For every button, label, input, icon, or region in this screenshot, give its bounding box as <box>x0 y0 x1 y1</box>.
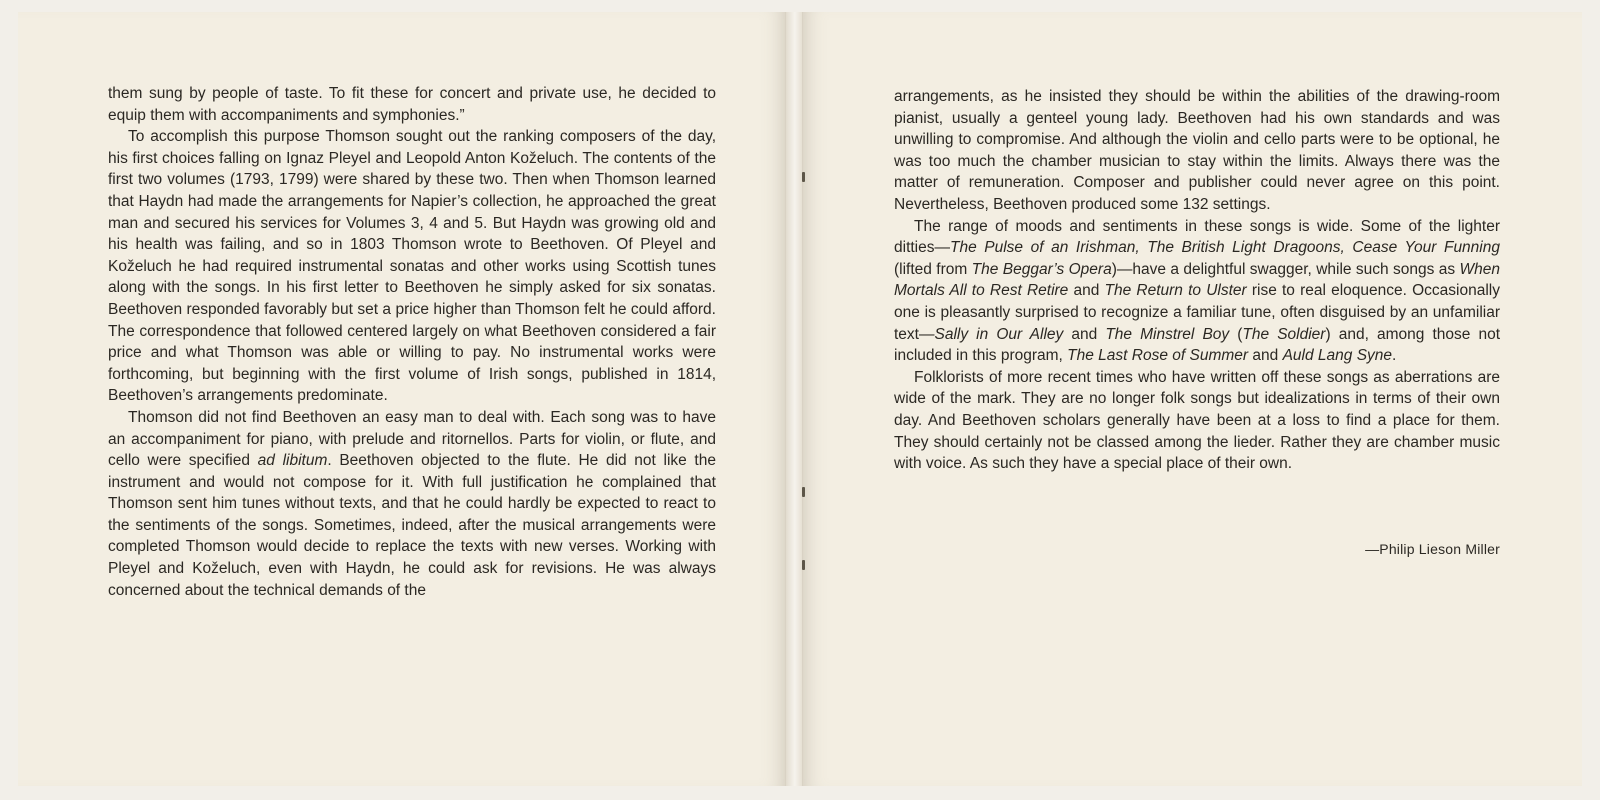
staple-mark <box>802 172 805 182</box>
body-paragraph <box>108 407 716 601</box>
text-run: them sung by people of taste. To fit these for concert and private use, he decided to equip them with accompaniments and symphonies.” <box>108 85 716 124</box>
italic-title: The Soldier <box>1242 325 1326 343</box>
body-paragraph <box>108 126 716 407</box>
text-run: and <box>1063 325 1106 343</box>
text-run: rise to real eloquence. Occasionally one is pleasantly surprised to recognize a familiar tune, often disguised by an unfamiliar text— <box>894 282 1500 343</box>
text-run: Thomson did not find Beethoven an easy man to deal with. Each song was to have an accompaniment for piano, with prelude and ritornellos. Parts for violin, or flute, and cello were specified <box>108 408 716 470</box>
text-run: To accomplish this purpose Thomson sought out the ranking composers of the day, his first choices falling on Ignaz Pleyel and Leopold Anton Koželuch. The contents of the first two volumes (1793, 1799) were shared by these two. Then when Thomson learned that Haydn had made the arrangements for Napier’s collection, he approached the great man and secured his services for Volumes 3, 4 and 5. But Haydn was growing old and his health was failing, and so in 1803 Thomson wrote to Beethoven. Of Pleyel and Koželuch he had required instrumental sonatas and other works using Scottish tunes along with the songs. In his first letter to Beethoven he simply asked for six sonatas. Beethoven responded favorably but set a price higher than Thomson felt he could afford. The correspondence that followed centered largely on what Beethoven considered a fair price and what Thomson was able or willing to pay. No instrumental works were forthcoming, but beginning with the first volume of Irish songs, published in 1814, Beethoven’s arrangements predominate. <box>108 128 716 405</box>
text-run: . <box>1392 347 1397 365</box>
italic-title: Auld Lang Syne <box>1282 347 1393 365</box>
body-paragraph <box>108 83 716 126</box>
italic-title: Sally in Our Alley <box>934 325 1064 343</box>
book-gutter <box>786 12 802 786</box>
staple-mark <box>802 560 805 570</box>
text-run: ) and, among those not included in this program, <box>894 325 1500 365</box>
author-signature: —Philip Lieson Miller <box>1365 541 1500 557</box>
text-run: The range of moods and sentiments in these songs is wide. Some of the lighter ditties— <box>894 217 1500 257</box>
italic-title: The Pulse of an Irishman, The British Light Dragoons, Cease Your Funning <box>950 239 1500 257</box>
text-run: and <box>1248 347 1283 365</box>
italic-title: The Return to Ulster <box>1104 282 1247 300</box>
text-run: ( <box>1229 325 1243 343</box>
text-run: )—have a delightful swagger, while such songs as <box>1111 260 1460 278</box>
italic-title: When Mortals All to Rest Retire <box>894 260 1501 300</box>
text-run: . Beethoven objected to the flute. He did not like the instrument and would not compose for it. With full justification he complained that Thomson sent him tunes without texts, and that he could hardly be expected to react to the sentiments of the songs. Sometimes, indeed, after the musical arrangements were completed Thomson would decide to replace the texts with new verses. Working with Pleyel and Koželuch, even with Haydn, he could ask for revisions. He was always concerned about the technical demands of the <box>108 452 716 599</box>
text-run: arrangements, as he insisted they should be within the abilities of the drawing-room pianist, usually a genteel young lady. Beethoven had his own standards and was unwilling to compromise. And although the violin and cello parts were to be optional, he was too much the chamber musician to stay within the limits. Always there was the matter of remuneration. Composer and publisher could never agree on this point. Nevertheless, Beethoven produced some 132 settings. <box>894 88 1500 213</box>
left-page-body-text <box>108 83 716 601</box>
text-run: Folklorists of more recent times who have written off these songs as aberrations are wide of the mark. They are no longer folk songs but idealizations in terms of their own day. And Beethoven scholars generally have been at a loss to find a place for them. They should certainly not be classed among the lieder. Rather they are chamber music with voice. As such they have a special place of their own. <box>894 368 1500 473</box>
italic-title: The Beggar’s Opera <box>971 260 1112 278</box>
staple-mark <box>802 487 805 497</box>
text-run: and <box>1068 282 1105 300</box>
text-run: (lifted from <box>894 260 972 278</box>
italic-title: The Minstrel Boy <box>1105 325 1230 343</box>
body-paragraph <box>894 367 1500 475</box>
body-paragraph <box>894 216 1500 367</box>
italic-title: The Last Rose of Summer <box>1067 347 1249 365</box>
body-paragraph <box>894 86 1500 216</box>
right-page-body-text <box>894 86 1500 475</box>
italic-title: ad libitum <box>257 452 328 470</box>
